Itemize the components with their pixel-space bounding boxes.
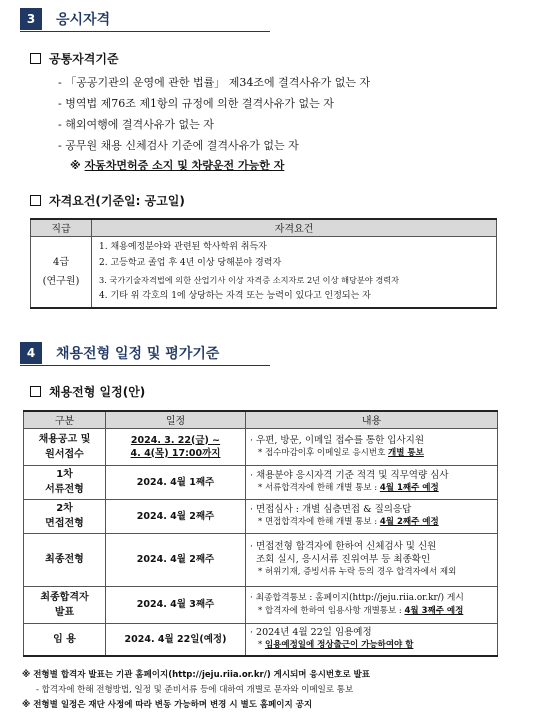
checkbox-square-icon: [30, 53, 41, 64]
heading-text: 공통자격기준: [49, 52, 119, 66]
requirements-cell: [92, 236, 497, 308]
col-date: 일정: [106, 411, 246, 428]
list-item: - 병역법 제76조 제1항의 규정에 의한 결격사유가 없는 자: [58, 97, 334, 110]
col-type: 구분: [24, 411, 106, 428]
date-line: 2024. 4월 2째주: [136, 554, 215, 565]
content-cell: [246, 533, 498, 586]
date-cell: [106, 465, 246, 499]
type-cell: [24, 533, 106, 586]
section-number: 4: [20, 342, 42, 364]
schedule-heading: [30, 383, 145, 400]
note-emph: 4월 1째주 예정: [379, 483, 439, 493]
type-line: 2차: [56, 503, 73, 514]
content-line: · 최종합격통보 : 홈페이지(http://jeju.riia.or.kr/) 게시: [250, 592, 464, 603]
type-cell: [24, 499, 106, 533]
section-divider: [20, 31, 270, 32]
date-cell: [106, 533, 246, 586]
date-line: 2024. 4월 1째주: [136, 476, 215, 488]
col-grade: 직급: [31, 219, 92, 236]
content-note: [250, 639, 493, 652]
col-content: 내용: [246, 411, 498, 428]
date-line: 2024. 4월 2째주: [136, 510, 215, 522]
content-cell: [246, 465, 498, 499]
section-title: 응시자격: [56, 12, 111, 28]
content-note: [250, 566, 493, 579]
type-line: 면접전형: [45, 518, 84, 529]
heading-text: 자격요건(기준일: 공고일): [49, 194, 185, 208]
content-cell: [246, 428, 498, 465]
note-text: * 면접합격자에 한해 개별 통보 :: [258, 517, 380, 527]
note-text: *: [258, 640, 265, 651]
grade-cell: [31, 236, 92, 308]
content-cell: [246, 586, 498, 623]
content-cell: [246, 499, 498, 533]
content-note: [250, 482, 493, 495]
schedule-table: [23, 410, 498, 657]
section-3-header: [20, 8, 110, 30]
common-list: [58, 72, 370, 156]
checkbox-square-icon: [30, 386, 41, 397]
section-divider: [20, 365, 270, 366]
requirement-item: 1. 채용예정분야와 관련된 학사학위 취득자: [99, 241, 267, 252]
content-note: [250, 516, 493, 529]
date-line: 2024. 4월 3째주: [136, 599, 215, 610]
date-line: 2024. 3. 22(금) ~: [130, 434, 221, 446]
note-text: 자동차면허증 소지 및 차량운전 가능한 자: [84, 159, 285, 172]
type-line: 1차: [56, 469, 73, 480]
note-emph: 4월 2째주 예정: [379, 517, 439, 527]
common-heading: [30, 50, 119, 67]
content-cell: [246, 623, 498, 656]
date-cell: [106, 586, 246, 623]
section-4-header: [20, 342, 219, 364]
requirement-item: 3. 국가기술자격법에 의한 산업기사 이상 자격증 소지자로 2년 이상 해당분야 경력자: [99, 274, 400, 285]
footer-note-2: - 합격자에 한해 전형방법, 일정 및 준비서류 등에 대하여 개별로 문자와 이메일로 통보: [36, 685, 354, 695]
table-row: [24, 465, 498, 499]
table-row: [24, 623, 498, 656]
date-cell: [106, 623, 246, 656]
date-line: 4. 4(목) 17:00까지: [130, 447, 221, 459]
note-emph: 임용예정일에 정상출근이 가능하여야 함: [264, 640, 414, 651]
requirement-item: 4. 기타 위 각호의 1에 상당하는 자격 또는 능력이 있다고 인정되는 자: [99, 291, 371, 301]
content-note: [250, 447, 493, 460]
note-text: * 접수마감이후 이메일로 응시번호: [258, 447, 389, 458]
type-cell: [24, 586, 106, 623]
content-line: · 면접전형 합격자에 한하여 신체검사 및 신원: [250, 541, 437, 552]
table-row: [24, 428, 498, 465]
qual-heading: [30, 192, 185, 209]
list-item: - 공무원 채용 신체검사 기준에 결격사유가 없는 자: [58, 139, 299, 152]
type-line: 채용공고 및: [38, 433, 91, 445]
list-item: - 「공공기관의 운영에 관한 법률」 제34조에 결격사유가 없는 자: [58, 76, 371, 89]
type-line: 임 용: [53, 633, 76, 645]
type-line: 원서접수: [45, 448, 84, 460]
type-line: 발표: [54, 606, 75, 618]
note-text: * 서류합격자에 한해 개별 통보 :: [258, 483, 380, 493]
section-title: 채용전형 일정 및 평가기준: [56, 346, 220, 362]
note-text: * 합격자에 한하여 임용사항 개별통보 :: [258, 605, 405, 616]
type-cell: [24, 623, 106, 656]
note-emph: 개별 통보: [388, 447, 424, 458]
type-cell: [24, 465, 106, 499]
section-number: 3: [20, 8, 42, 30]
content-line: 조회 실시, 응시서류 진위여부 등 최종확인: [256, 554, 431, 565]
col-requirements: 자격요건: [92, 219, 497, 236]
content-line: · 면접심사 : 개별 심층면접 & 질의응답: [250, 504, 412, 515]
grade-text: 4급: [52, 256, 70, 268]
table-row: [24, 586, 498, 623]
content-note: [250, 605, 493, 618]
type-line: 최종합격자: [40, 591, 89, 603]
type-cell: [24, 428, 106, 465]
table-row: [24, 499, 498, 533]
content-line: · 2024년 4월 22일 임용예정: [250, 627, 372, 639]
list-item: - 해외여행에 결격사유가 없는 자: [58, 118, 214, 131]
note-mark: ※: [70, 159, 81, 172]
type-line: 최종전형: [45, 554, 84, 565]
content-line: · 우편, 방문, 이메일 접수를 통한 입사지원: [250, 434, 425, 446]
grade-sub-text: (연구원): [42, 275, 80, 287]
qualification-table: [30, 218, 497, 309]
type-line: 서류전형: [45, 484, 84, 495]
heading-text: 채용전형 일정(안): [49, 385, 146, 399]
footer-note-1: ※ 전형별 합격자 발표는 기관 홈페이지(http://jeju.riia.or.kr/) 게시되며 응시번호로 발표: [22, 670, 370, 680]
note-emph: 4월 3째주 예정: [404, 605, 464, 616]
date-cell: [106, 499, 246, 533]
note-text: * 허위기재, 증빙서류 누락 등의 경우 합격자에서 제외: [258, 567, 457, 577]
table-row: [24, 533, 498, 586]
requirement-item: 2. 고등학교 졸업 후 4년 이상 당해분야 경력자: [99, 258, 282, 268]
content-line: · 채용분야 응시자격 기준 적격 및 직무역량 심사: [250, 470, 449, 481]
footer-note-3: ※ 전형별 일정은 재단 사정에 따라 변동 가능하며 변경 시 별도 홈페이지 공지: [22, 700, 313, 710]
date-cell: [106, 428, 246, 465]
checkbox-square-icon: [30, 195, 41, 206]
common-note: [70, 157, 284, 173]
date-line: 2024. 4월 22일(예정): [124, 633, 227, 645]
